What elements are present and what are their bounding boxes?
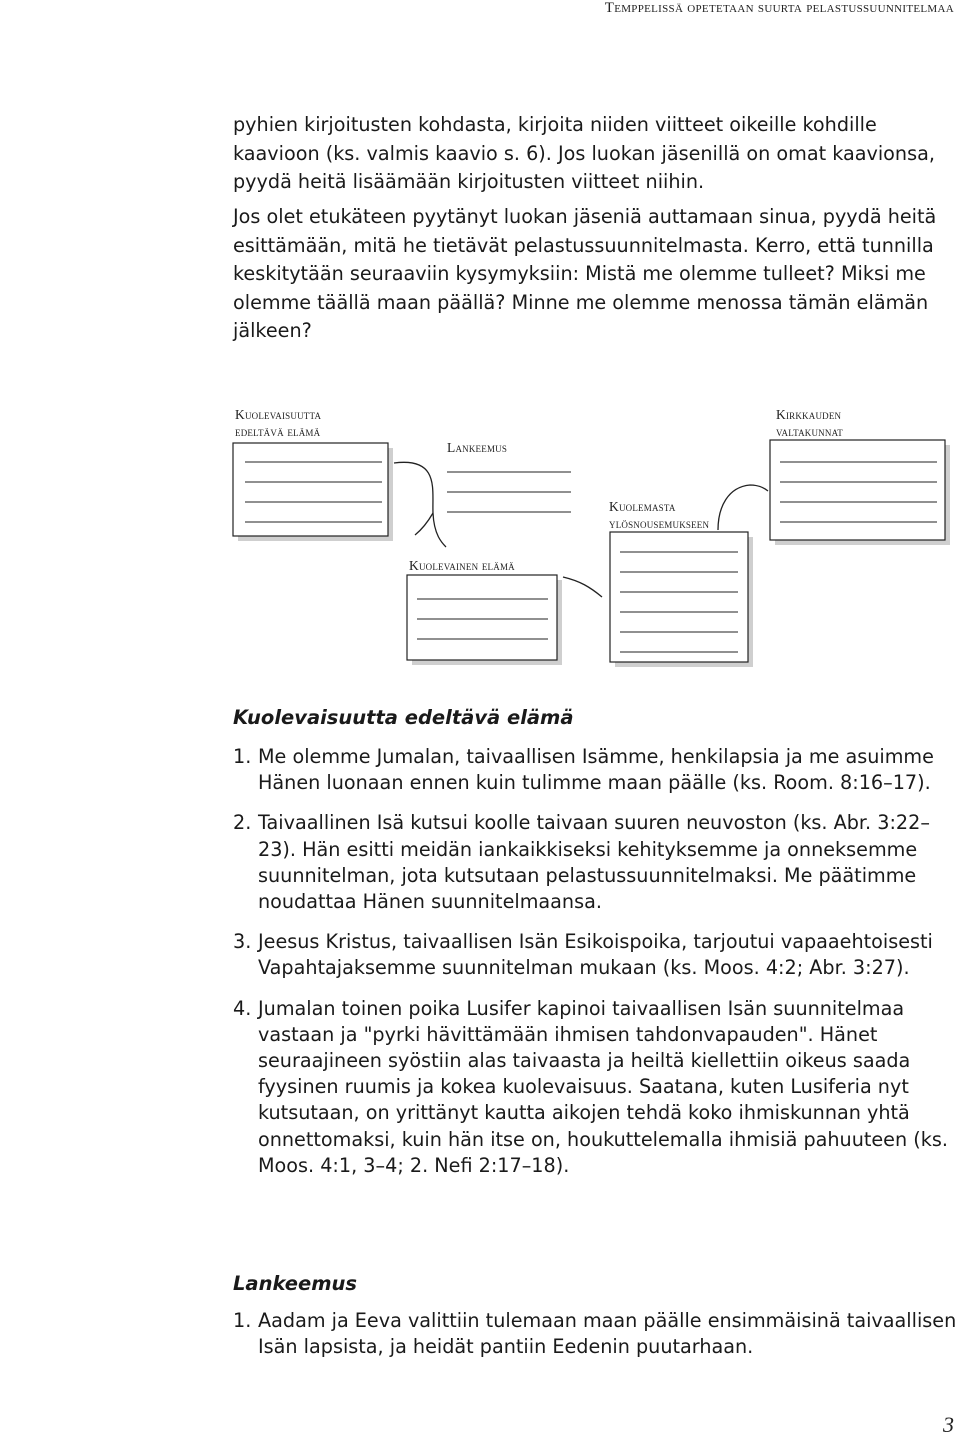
section-heading-fall: Lankeemus (233, 1272, 357, 1295)
list-item-number: 1. (233, 745, 252, 768)
label-premortal-line1: Kuolevaisuutta (235, 407, 322, 422)
list-item-number: 2. (233, 811, 252, 835)
label-kingdoms (776, 406, 843, 440)
connector-mortal-to-death (563, 577, 602, 597)
intro-paragraph-2: Jos olet etukäteen pyytänyt luokan jäseniä auttamaan sinua, pyydä heitä esittämään, mitä he tietävät pelastussuunnitelmasta. Kerro, että tunnilla keskitytään seuraaviin kysymyksiin: Mistä me olemme tulleet? Miksi me olemme täällä maan päällä? Minne me olemme menossa tämän elämän jälkeen? (233, 205, 937, 342)
section-heading-premortal: Kuolevaisuutta edeltävä elämä (233, 706, 574, 729)
list-item (233, 996, 958, 1179)
kingdoms-box (770, 440, 950, 545)
list-item-text: Me olemme Jumalan, taivaallisen Isämme, henkilapsia ja me asuimme Hänen luonaan ennen kuin tulimme maan päälle (ks. Room. 8:16–17). (258, 745, 934, 795)
premortal-list (233, 744, 958, 1193)
connector-premortal-to-mortal (394, 462, 446, 547)
label-premortal (235, 406, 321, 440)
list-item-text: Taivaallinen Isä kutsui koolle taivaan suuren neuvoston (ks. Abr. 3:22–23). Hän esitti meidän iankaikkiseksi kehityksemme ja onneksemme suunnitelman, jota kutsutaan pelastussuunnitelmaksi. Me päätimme noudattaa Hänen suunnitelmaansa. (258, 811, 930, 914)
connector-fall-branch (415, 513, 433, 535)
fall-list (233, 1308, 958, 1374)
premortal-box (233, 443, 393, 541)
list-item-number: 4. (233, 996, 252, 1020)
fall-lines (447, 472, 571, 512)
list-item-number: 1. (233, 1309, 252, 1332)
label-death-line1: Kuolemasta (609, 499, 676, 514)
running-title: Temppelissä opetetaan suurta pelastussuunnitelmaa (604, 0, 954, 16)
label-premortal-line2: edeltävä elämä (235, 424, 321, 439)
list-item (233, 810, 958, 915)
label-kingdoms-line2: valtakunnat (776, 424, 843, 439)
plan-of-salvation-diagram (0, 395, 960, 685)
list-item (233, 1308, 958, 1360)
label-kingdoms-line1: Kirkkauden (776, 407, 842, 422)
death-resurrection-box (610, 532, 753, 667)
label-mortal: Kuolevainen elämä (409, 558, 515, 573)
label-fall: Lankeemus (447, 440, 508, 455)
label-death-resurrection (609, 498, 709, 532)
label-death-line2: ylösnousemukseen (609, 516, 710, 531)
page-number: 3 (943, 1412, 954, 1437)
connector-death-to-kingdoms (718, 485, 768, 530)
list-item-text: Aadam ja Eeva valittiin tulemaan maan päälle ensimmäisinä taivaallisen Isän lapsista, ja heidät pantiin Eedenin puutarhaan. (258, 1309, 957, 1359)
list-item-text: Jeesus Kristus, taivaallisen Isän Esikoispoika, tarjoutui vapaaehtoisesti Vapahtajaksemme suunnitelman mukaan (ks. Moos. 4:2; Abr. 3:27). (258, 930, 933, 980)
mortal-box (407, 575, 562, 665)
list-item (233, 929, 958, 981)
list-item (233, 744, 958, 796)
intro-paragraph-1: pyhien kirjoitusten kohdasta, kirjoita niiden viitteet oikeille kohdille kaavioon (ks. valmis kaavio s. 6). Jos luokan jäsenillä on omat kaavionsa, pyydä heitä lisäämään kirjoitusten viitteet niihin. (233, 113, 935, 193)
list-item-text: Jumalan toinen poika Lusifer kapinoi taivaallisen Isän suunnitelmaa vastaan ja "pyrki hävittämään ihmisen tahdonvapauden". Hänet seuraajineen syöstiin alas taivaasta ja heiltä kiellettiin oikeus saada fyysinen ruumis ja kokea kuolevaisuus. Saatana, kuten Lusiferia nyt kutsutaan, on yrittänyt kautta aikojen tehdä koko ihmiskunnan yhtä onnettomaksi, kuin hän itse on, houkuttelemalla ihmisiä pahuuteen (ks. Moos. 4:1, 3–4; 2. Nefi 2:17–18). (258, 996, 948, 1177)
list-item-number: 3. (233, 930, 252, 954)
